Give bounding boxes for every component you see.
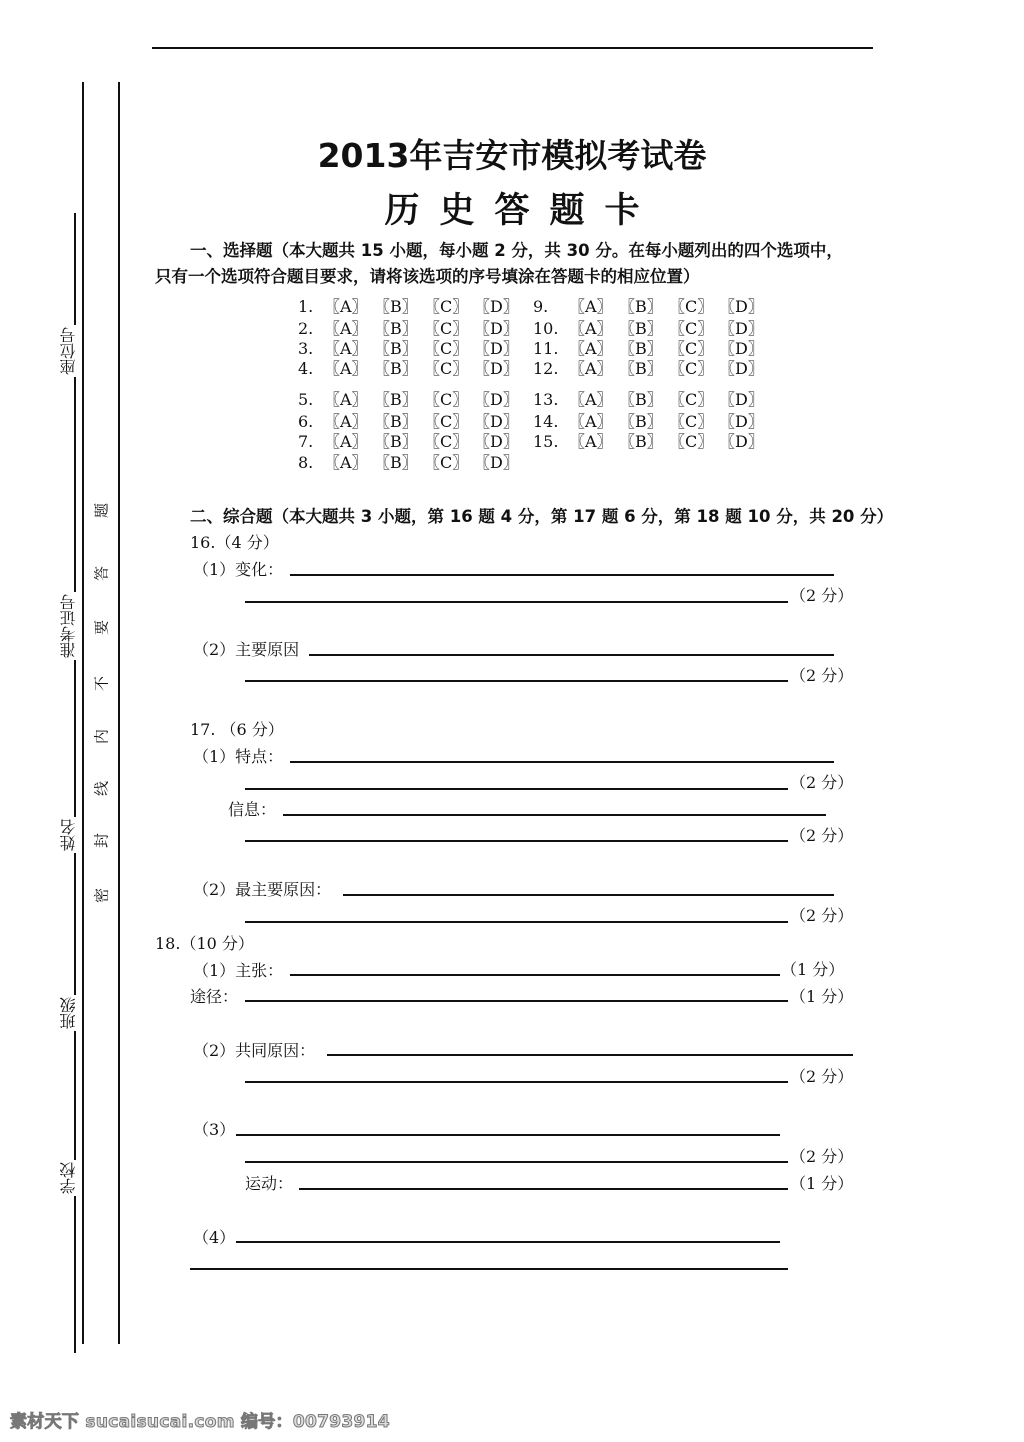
field-label-school: 学校 (59, 1162, 78, 1194)
mc-option-c[interactable]: 〖C〗 (669, 412, 714, 431)
mc-option-b[interactable]: 〖B〗 (619, 432, 663, 451)
q18-p3-answer-line[interactable] (236, 1134, 780, 1136)
field-label-exam-no: 准考证号 (59, 594, 78, 658)
mc-option-d[interactable]: 〖D〗 (474, 319, 519, 338)
mc-option-b[interactable]: 〖B〗 (374, 359, 418, 378)
mc-option-d[interactable]: 〖D〗 (474, 359, 519, 378)
mc-option-b[interactable]: 〖B〗 (619, 319, 663, 338)
mc-option-a[interactable]: 〖A〗 (324, 432, 368, 451)
q18-p1-answer-line[interactable] (290, 974, 780, 976)
mc-option-d[interactable]: 〖D〗 (719, 319, 764, 338)
q16-p2-label: （2）主要原因 (193, 640, 300, 659)
mc-option-a[interactable]: 〖A〗 (324, 412, 368, 431)
seal-char: 封 (92, 833, 111, 849)
mc-question-number: 3. (298, 339, 314, 358)
binding-line-inner (118, 82, 120, 1344)
mc-option-c[interactable]: 〖C〗 (424, 453, 469, 472)
seal-char: 线 (92, 781, 111, 797)
mc-question-row (533, 429, 769, 452)
mc-option-b[interactable]: 〖B〗 (619, 339, 663, 358)
q18-movement-answer-line[interactable] (299, 1188, 788, 1190)
field-label-name: 姓名 (59, 819, 78, 851)
mc-question-number: 12. (533, 359, 559, 378)
q16-p1-answer-line[interactable] (290, 574, 834, 576)
mc-option-c[interactable]: 〖C〗 (669, 297, 714, 316)
mc-question-number: 9. (533, 297, 549, 316)
mc-question-number: 15. (533, 432, 559, 451)
q18-p4-answer-line[interactable] (236, 1241, 780, 1243)
q18-movement-score: （1 分） (790, 1174, 854, 1193)
mc-question-number: 10. (533, 319, 559, 338)
q18-p2-label: （2）共同原因： (193, 1041, 316, 1060)
mc-option-d[interactable]: 〖D〗 (719, 339, 764, 358)
q17-p1-score: （2 分） (790, 773, 854, 792)
q16-p1-label: （1）变化： (193, 560, 284, 579)
mc-question-number: 2. (298, 319, 314, 338)
mc-question-number: 14. (533, 412, 559, 431)
mc-option-b[interactable]: 〖B〗 (374, 339, 418, 358)
mc-option-a[interactable]: 〖A〗 (324, 453, 368, 472)
q18-path-answer-line[interactable] (245, 1000, 788, 1002)
mc-option-d[interactable]: 〖D〗 (719, 432, 764, 451)
mc-question-number: 4. (298, 359, 314, 378)
mc-option-c[interactable]: 〖C〗 (424, 390, 469, 409)
mc-option-b[interactable]: 〖B〗 (619, 359, 663, 378)
q18-p3-label: （3） (193, 1120, 236, 1139)
q17-info-answer-line[interactable] (283, 814, 826, 816)
mc-option-a[interactable]: 〖A〗 (569, 319, 613, 338)
mc-question-number: 7. (298, 432, 314, 451)
mc-question-row (533, 387, 769, 410)
mc-question-row (298, 450, 524, 473)
mc-option-d[interactable]: 〖D〗 (474, 453, 519, 472)
mc-question-number: 11. (533, 339, 559, 358)
mc-option-c[interactable]: 〖C〗 (424, 359, 469, 378)
q18-p2-answer-line-2[interactable] (245, 1081, 788, 1083)
mc-option-d[interactable]: 〖D〗 (474, 412, 519, 431)
mc-option-a[interactable]: 〖A〗 (324, 319, 368, 338)
q18-path-score: （1 分） (790, 987, 854, 1006)
mc-option-c[interactable]: 〖C〗 (424, 412, 469, 431)
section2-heading: 二、综合题（本大题共 3 小题，第 16 题 4 分，第 17 题 6 分，第 18 题 10 分，共 20 分） (190, 507, 894, 526)
q17-p2-answer-line[interactable] (343, 894, 834, 896)
section1-heading: 一、选择题（本大题共 15 小题，每小题 2 分，共 30 分。在每小题列出的四个选项中， (190, 241, 843, 260)
q16-p2-score: （2 分） (790, 666, 854, 685)
mc-option-d[interactable]: 〖D〗 (719, 390, 764, 409)
mc-option-a[interactable]: 〖A〗 (324, 297, 368, 316)
seal-char: 不 (92, 676, 111, 692)
mc-option-b[interactable]: 〖B〗 (619, 412, 663, 431)
mc-option-c[interactable]: 〖C〗 (669, 339, 714, 358)
q17-p2-score: （2 分） (790, 906, 854, 925)
q18-p3-answer-line-2[interactable] (245, 1161, 788, 1163)
seal-char: 题 (92, 503, 111, 519)
mc-option-b[interactable]: 〖B〗 (619, 297, 663, 316)
mc-option-d[interactable]: 〖D〗 (719, 359, 764, 378)
mc-question-row (298, 429, 524, 452)
mc-option-c[interactable]: 〖C〗 (424, 319, 469, 338)
mc-option-b[interactable]: 〖B〗 (374, 412, 418, 431)
seal-char: 答 (92, 566, 111, 582)
mc-question-row (298, 387, 524, 410)
binding-line-outer (82, 82, 84, 1344)
q16-p2-answer-line[interactable] (309, 654, 834, 656)
seal-char: 内 (92, 729, 111, 745)
mc-option-b[interactable]: 〖B〗 (619, 390, 663, 409)
q18-p3-score: （2 分） (790, 1147, 854, 1166)
mc-question-row (298, 356, 524, 379)
mc-option-a[interactable]: 〖A〗 (569, 339, 613, 358)
mc-option-d[interactable]: 〖D〗 (474, 432, 519, 451)
mc-option-a[interactable]: 〖A〗 (569, 359, 613, 378)
mc-option-a[interactable]: 〖A〗 (324, 339, 368, 358)
mc-option-a[interactable]: 〖A〗 (569, 432, 613, 451)
top-rule (152, 47, 873, 49)
exam-title: 2013年吉安市模拟考试卷 (317, 136, 707, 175)
seal-char: 要 (92, 620, 111, 636)
mc-option-c[interactable]: 〖C〗 (669, 432, 714, 451)
section1-heading-cont: 只有一个选项符合题目要求，请将该选项的序号填涂在答题卡的相应位置） (155, 267, 700, 286)
mc-option-d[interactable]: 〖D〗 (474, 390, 519, 409)
mc-option-c[interactable]: 〖C〗 (424, 432, 469, 451)
q17-info-score: （2 分） (790, 826, 854, 845)
mc-option-a[interactable]: 〖A〗 (324, 359, 368, 378)
mc-question-number: 1. (298, 297, 314, 316)
mc-option-c[interactable]: 〖C〗 (424, 339, 469, 358)
mc-option-b[interactable]: 〖B〗 (374, 390, 418, 409)
mc-option-c[interactable]: 〖C〗 (669, 390, 714, 409)
q18-movement-label: 运动： (245, 1174, 294, 1193)
mc-question-number: 8. (298, 453, 314, 472)
mc-option-c[interactable]: 〖C〗 (669, 319, 714, 338)
q17-p1-answer-line-2[interactable] (245, 788, 788, 790)
q16-p1-answer-line-2[interactable] (245, 601, 788, 603)
q18-title: 18.（10 分） (155, 934, 254, 953)
card-subtitle: 历史答题卡 (384, 191, 660, 231)
mc-option-b[interactable]: 〖B〗 (374, 297, 418, 316)
q17-info-label: 信息： (228, 800, 277, 819)
mc-question-number: 13. (533, 390, 559, 409)
q17-title: 17. （6 分） (190, 720, 284, 739)
field-label-class: 班级 (59, 997, 78, 1029)
q17-p2-answer-line-2[interactable] (245, 921, 788, 923)
q16-title: 16.（4 分） (190, 533, 279, 552)
q17-p1-label: （1）特点： (193, 747, 284, 766)
q18-path-label: 途径： (190, 987, 239, 1006)
mc-option-d[interactable]: 〖D〗 (474, 297, 519, 316)
q17-info-answer-line-2[interactable] (245, 840, 788, 842)
mc-option-a[interactable]: 〖A〗 (569, 390, 613, 409)
seal-char: 密 (92, 888, 111, 904)
mc-option-d[interactable]: 〖D〗 (474, 339, 519, 358)
mc-option-b[interactable]: 〖B〗 (374, 319, 418, 338)
mc-option-d[interactable]: 〖D〗 (719, 412, 764, 431)
q18-p1-score: （1 分） (781, 960, 845, 979)
q17-p1-answer-line[interactable] (290, 761, 834, 763)
q16-p2-answer-line-2[interactable] (245, 680, 788, 682)
q18-p4-label: （4） (193, 1228, 236, 1247)
q18-p4-answer-line-2[interactable] (190, 1268, 788, 1270)
q18-p1-label: （1）主张： (193, 961, 284, 980)
q17-p2-label: （2）最主要原因： (193, 880, 332, 899)
mc-question-row (533, 356, 769, 379)
mc-option-b[interactable]: 〖B〗 (374, 432, 418, 451)
mc-question-number: 6. (298, 412, 314, 431)
q16-p1-score: （2 分） (790, 586, 854, 605)
q18-p2-score: （2 分） (790, 1067, 854, 1086)
mc-option-a[interactable]: 〖A〗 (569, 412, 613, 431)
mc-question-row (298, 294, 524, 317)
mc-option-a[interactable]: 〖A〗 (324, 390, 368, 409)
mc-option-a[interactable]: 〖A〗 (569, 297, 613, 316)
watermark: 素材天下 sucaisucai.com 编号：00793914 (10, 1412, 390, 1432)
mc-option-b[interactable]: 〖B〗 (374, 453, 418, 472)
mc-question-number: 5. (298, 390, 314, 409)
q18-p2-answer-line[interactable] (327, 1054, 853, 1056)
mc-question-row (533, 294, 769, 317)
mc-option-c[interactable]: 〖C〗 (424, 297, 469, 316)
mc-option-c[interactable]: 〖C〗 (669, 359, 714, 378)
field-label-seat: 座位号 (59, 327, 78, 375)
mc-option-d[interactable]: 〖D〗 (719, 297, 764, 316)
